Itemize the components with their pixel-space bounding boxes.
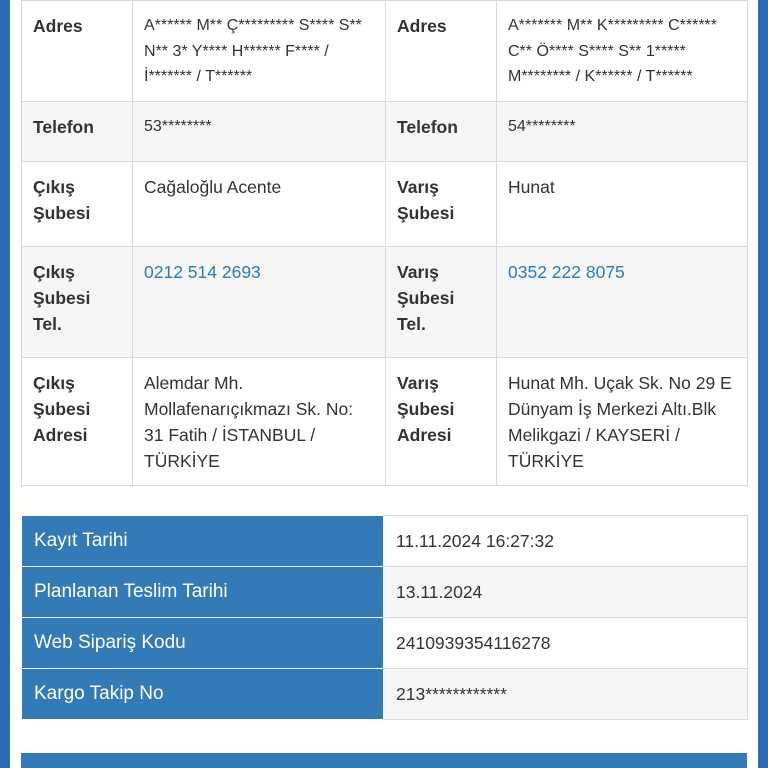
origin-branch-tel-link[interactable]: 0212 514 2693 (133, 247, 386, 358)
destination-branch-value: Hunat (497, 162, 748, 247)
receiver-phone-value: 54******** (497, 102, 748, 162)
receiver-phone-label: Telefon (386, 102, 497, 162)
meta-value-web-order-code: 2410939354116278 (384, 618, 748, 669)
section-header-band (21, 753, 747, 768)
phone-row (22, 102, 748, 162)
sender-address-value: A****** M** Ç********* S**** S** N** 3* Y**** H****** F**** / İ******* / T****** (133, 1, 386, 102)
meta-value-registration-date: 11.11.2024 16:27:32 (384, 516, 748, 567)
receiver-address-label: Adres (386, 1, 497, 102)
meta-row (22, 618, 748, 669)
destination-branch-tel-link[interactable]: 0352 222 8075 (497, 247, 748, 358)
destination-branch-address-value: Hunat Mh. Uçak Sk. No 29 E Dünyam İş Merkezi Altı.Blk Melikgazi / KAYSERİ / TÜRKİYE (497, 358, 748, 486)
meta-label-tracking-no: Kargo Takip No (22, 669, 384, 720)
receiver-address-value: A******* M** K********* C****** C** Ö**** S**** S** 1***** M******** / K****** / T****** (497, 1, 748, 102)
origin-branch-tel-label: Çıkış Şubesi Tel. (22, 247, 133, 358)
destination-branch-address-label: Varış Şubesi Adresi (386, 358, 497, 486)
branch-tel-row (22, 247, 748, 358)
branch-row (22, 162, 748, 247)
meta-row (22, 516, 748, 567)
address-row (22, 1, 748, 102)
origin-branch-address-label: Çıkış Şubesi Adresi (22, 358, 133, 486)
sender-phone-value: 53******** (133, 102, 386, 162)
meta-label-web-order-code: Web Sipariş Kodu (22, 618, 384, 669)
sender-phone-label: Telefon (22, 102, 133, 162)
meta-row (22, 567, 748, 618)
meta-value-tracking-no: 213************ (384, 669, 748, 720)
destination-branch-tel-label: Varış Şubesi Tel. (386, 247, 497, 358)
meta-row (22, 669, 748, 720)
destination-branch-label: Varış Şubesi (386, 162, 497, 247)
shipment-info-table (21, 0, 748, 486)
meta-label-registration-date: Kayıt Tarihi (22, 516, 384, 567)
origin-branch-label: Çıkış Şubesi (22, 162, 133, 247)
shipment-detail-page (10, 0, 758, 768)
origin-branch-value: Cağaloğlu Acente (133, 162, 386, 247)
order-meta-table (21, 515, 748, 720)
branch-address-row (22, 358, 748, 486)
meta-label-planned-delivery: Planlanan Teslim Tarihi (22, 567, 384, 618)
origin-branch-address-value: Alemdar Mh. Mollafenarıçıkmazı Sk. No: 31 Fatih / İSTANBUL / TÜRKİYE (133, 358, 386, 486)
meta-value-planned-delivery: 13.11.2024 (384, 567, 748, 618)
sender-address-label: Adres (22, 1, 133, 102)
